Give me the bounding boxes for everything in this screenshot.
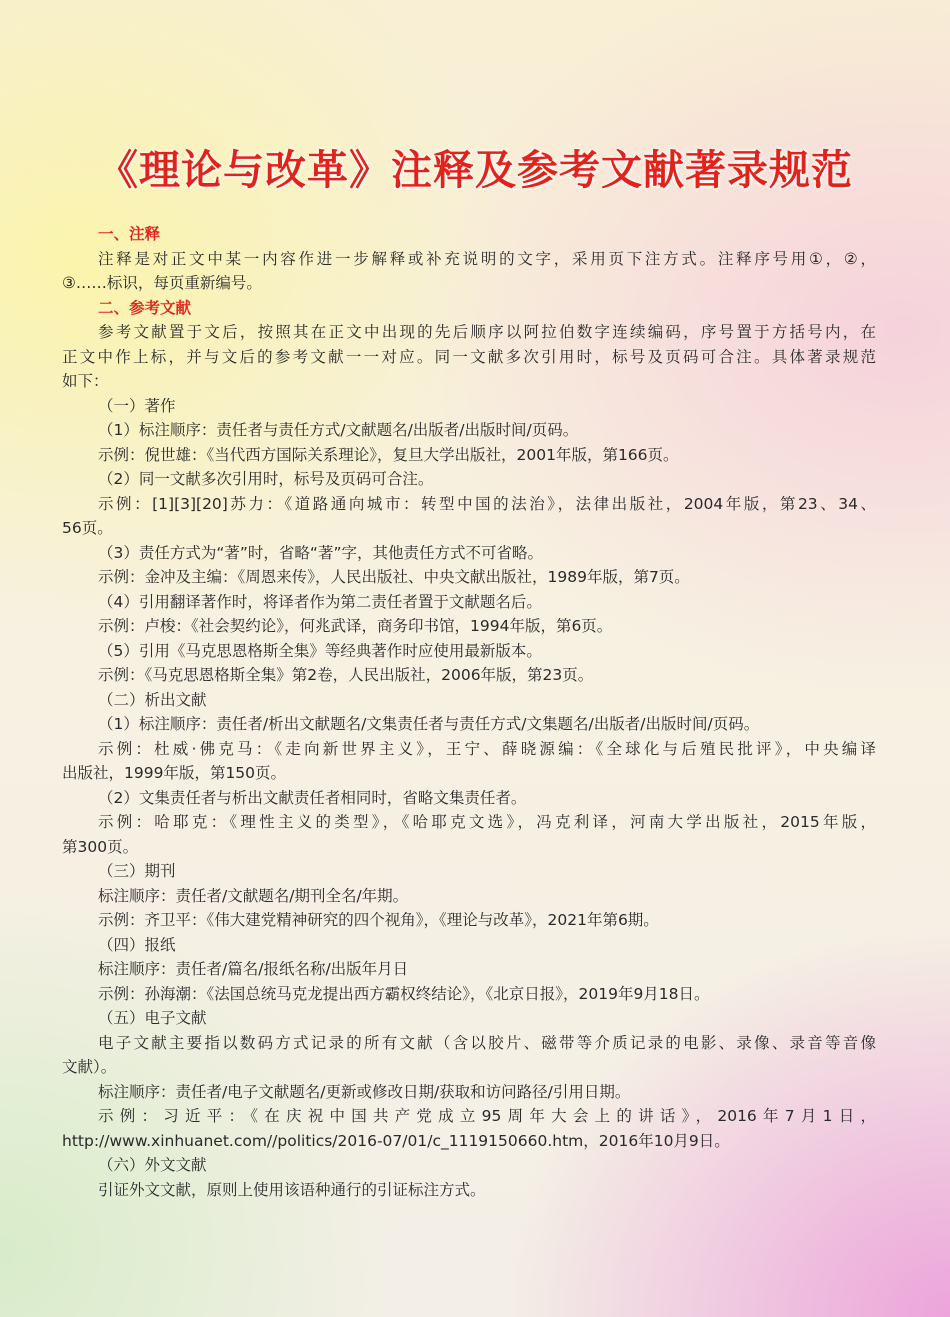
text-line: 如下： [62, 372, 109, 390]
text-line: 示例：倪世雄：《当代西方国际关系理论》，复旦大学出版社，2001年版，第166页。 [98, 445, 679, 464]
text-line: （5）引用《马克思恩格斯全集》等经典著作时应使用最新版本。 [98, 641, 542, 660]
text-line: 注释是对正文中某一内容作进一步解释或补充说明的文字，采用页下注方式。注释序号用①，②， [98, 249, 876, 268]
text-line: 示例：[1][3][20]苏力：《道路通向城市：转型中国的法治》，法律出版社，2004年版，第23、34、 [98, 494, 876, 513]
text-line: （2）文集责任者与析出文献责任者相同时，省略文集责任者。 [98, 788, 527, 807]
text-line: （2）同一文献多次引用时，标号及页码可合注。 [98, 470, 434, 488]
text-line: 标注顺序：责任者/电子文献题名/更新或修改日期/获取和访问路径/引用日期。 [98, 1082, 631, 1101]
text-line: （六）外文文献 [98, 1156, 207, 1174]
text-line: 示例：孙海潮：《法国总统马克龙提出西方霸权终结论》，《北京日报》，2019年9月18日。 [98, 984, 710, 1003]
text-line: 正文中作上标，并与文后的参考文献一一对应。同一文献多次引用时，标号及页码可合注。具体著录规范 [62, 347, 876, 366]
text-line: 标注顺序：责任者/篇名/报纸名称/出版年月日 [98, 960, 409, 978]
text-line: 示例：齐卫平：《伟大建党精神研究的四个视角》，《理论与改革》，2021年第6期。 [98, 911, 659, 929]
section-heading: 一、注释 [98, 225, 161, 243]
text-line: 引证外文文献，原则上使用该语种通行的引证标注方式。 [98, 1180, 486, 1199]
text-line: 示例：习近平：《在庆祝中国共产党成立95周年大会上的讲话》，2016年7月1日， [98, 1107, 876, 1125]
text-line: （1）标注顺序：责任者与责任方式/文献题名/出版者/出版时间/页码。 [98, 421, 579, 439]
page-title: 《理论与改革》注释及参考文献著录规范 [97, 146, 853, 194]
text-line: （3）责任方式为“著”时，省略“著”字，其他责任方式不可省略。 [98, 543, 543, 562]
text-line: 56页。 [62, 519, 113, 537]
text-line: ③……标识，每页重新编号。 [62, 274, 262, 292]
text-line: 出版社，1999年版，第150页。 [62, 764, 287, 782]
text-line: （五）电子文献 [98, 1009, 207, 1027]
text-line: （4）引用翻译著作时，将译者作为第二责任者置于文献题名后。 [98, 592, 542, 611]
section-heading: 二、参考文献 [98, 298, 192, 317]
text-line: 文献）。 [62, 1058, 117, 1076]
document-body [62, 222, 876, 1202]
text-line: 示例：卢梭：《社会契约论》，何兆武译，商务印书馆，1994年版，第6页。 [98, 617, 613, 635]
text-line: http://www.xinhuanet.com//politics/2016-07/01/c_1119150660.htm，2016年10月9日。 [62, 1131, 730, 1150]
text-line: （三）期刊 [98, 862, 176, 880]
text-line: （四）报纸 [98, 935, 176, 954]
text-line: 参考文献置于文后，按照其在正文中出现的先后顺序以阿拉伯数字连续编码，序号置于方括号内，在 [98, 323, 876, 341]
text-line: 示例：金冲及主编：《周恩来传》，人民出版社、中央文献出版社，1989年版，第7页。 [98, 568, 690, 586]
text-line: 示例：杜威·佛克马：《走向新世界主义》，王宁、薛晓源编：《全球化与后殖民批评》，中央编译 [98, 739, 876, 758]
text-line: （二）析出文献 [98, 690, 207, 709]
text-line: 示例：《马克思恩格斯全集》第2卷，人民出版社，2006年版，第23页。 [98, 666, 594, 684]
text-line: （一）著作 [98, 396, 176, 415]
text-line: 示例：哈耶克：《理性主义的类型》，《哈耶克文选》，冯克利译，河南大学出版社，2015年版， [98, 813, 876, 831]
text-line: （1）标注顺序：责任者/析出文献题名/文集责任者与责任方式/文集题名/出版者/出版时间/页码。 [98, 715, 760, 733]
text-line: 第300页。 [62, 837, 139, 856]
text-line: 电子文献主要指以数码方式记录的所有文献（含以胶片、磁带等介质记录的电影、录像、录音等音像 [98, 1033, 876, 1052]
text-line: 标注顺序：责任者/文献题名/期刊全名/年期。 [98, 886, 409, 905]
